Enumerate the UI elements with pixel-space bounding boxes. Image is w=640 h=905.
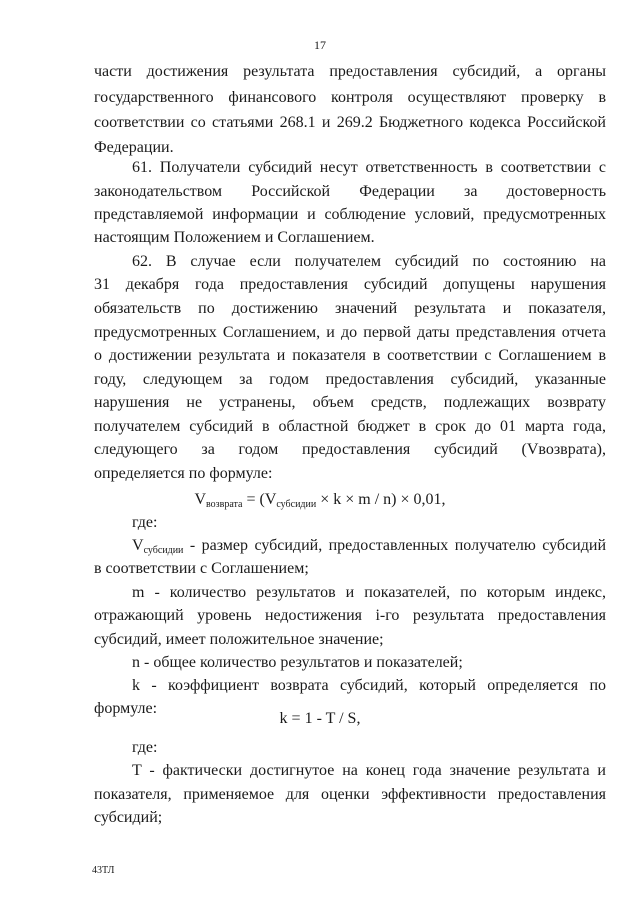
document-code: 43ТЛ (92, 865, 115, 876)
symbol-subscript: субсидии (143, 545, 184, 556)
text-line: государственного финансового контроля осуществляют проверку в (94, 89, 606, 106)
page-number: 17 (314, 38, 326, 52)
text-line: где: (132, 739, 158, 756)
text-line: нарушения не устранены, объем средств, подлежащих возврату (94, 394, 606, 411)
text-line: году, следующем за годом предоставления субсидий, указанные (94, 371, 606, 388)
text-line: где: (132, 514, 158, 531)
definition-v-subsidy (132, 537, 606, 557)
text-line: получателем субсидий в областной бюджет в срок до 01 марта года, (94, 418, 606, 435)
text-line: показателя, применяемое для оценки эффективности предоставления (94, 786, 606, 803)
text-line: k - коэффициент возврата субсидий, который определяется по (132, 677, 606, 694)
text-line: представляемой информации и соблюдение условий, предусмотренных (94, 206, 606, 223)
text-line: 31 декабря года предоставления субсидий допущены нарушения (94, 276, 606, 293)
text-line: настоящим Положением и Соглашением. (94, 229, 375, 246)
text-line: Федерации. (94, 139, 174, 156)
text-line: в соответствии с Соглашением; (94, 560, 309, 577)
text-line: предусмотренных Соглашением, и до первой даты представления отчета (94, 324, 606, 341)
formula-return-volume (0, 491, 640, 511)
text-line: определяется по формуле: (94, 465, 273, 482)
text-fragment: - размер субсидий, предоставленных получателю субсидий (189, 537, 607, 554)
text-line: соответствии со статьями 268.1 и 269.2 Бюджетного кодекса Российской (94, 114, 606, 131)
text-line: отражающий уровень недостижения i-го результата предоставления (94, 607, 606, 624)
text-line: части достижения результата предоставления субсидий, а органы (94, 63, 606, 80)
formula-k: k = 1 - T / S, (279, 710, 361, 727)
formula-v: V (194, 491, 207, 508)
text-line: о достижении результата и показателя в соответствии с Соглашением в (94, 347, 606, 364)
formula-subscript: возврата (206, 499, 243, 510)
text-line: обязательств по достижению значений результата и показателя, (94, 300, 606, 317)
text-line: формуле: (94, 700, 158, 717)
formula-part: = (V (242, 491, 277, 508)
text-line: m - количество результатов и показателей, по которым индекс, (132, 584, 606, 601)
text-line: законодательством Российской Федерации за достоверность (94, 183, 606, 200)
text-line: 61. Получатели субсидий несут ответственность в соответствии с (132, 159, 606, 176)
formula-part: × k × m / n) × 0,01, (316, 491, 446, 508)
text-line: следующего за годом предоставления субсидий (Vвозврата), (94, 441, 606, 458)
symbol-v: V (132, 537, 144, 554)
text-line: T - фактически достигнутое на конец года значение результата и (132, 762, 606, 779)
formula-subscript: субсидии (276, 499, 317, 510)
text-line: субсидий, имеет положительное значение; (94, 631, 384, 648)
text-line: субсидий; (94, 809, 163, 826)
text-line: n - общее количество результатов и показателей; (132, 654, 463, 671)
text-line: 62. В случае если получателем субсидий по состоянию на (132, 253, 606, 270)
